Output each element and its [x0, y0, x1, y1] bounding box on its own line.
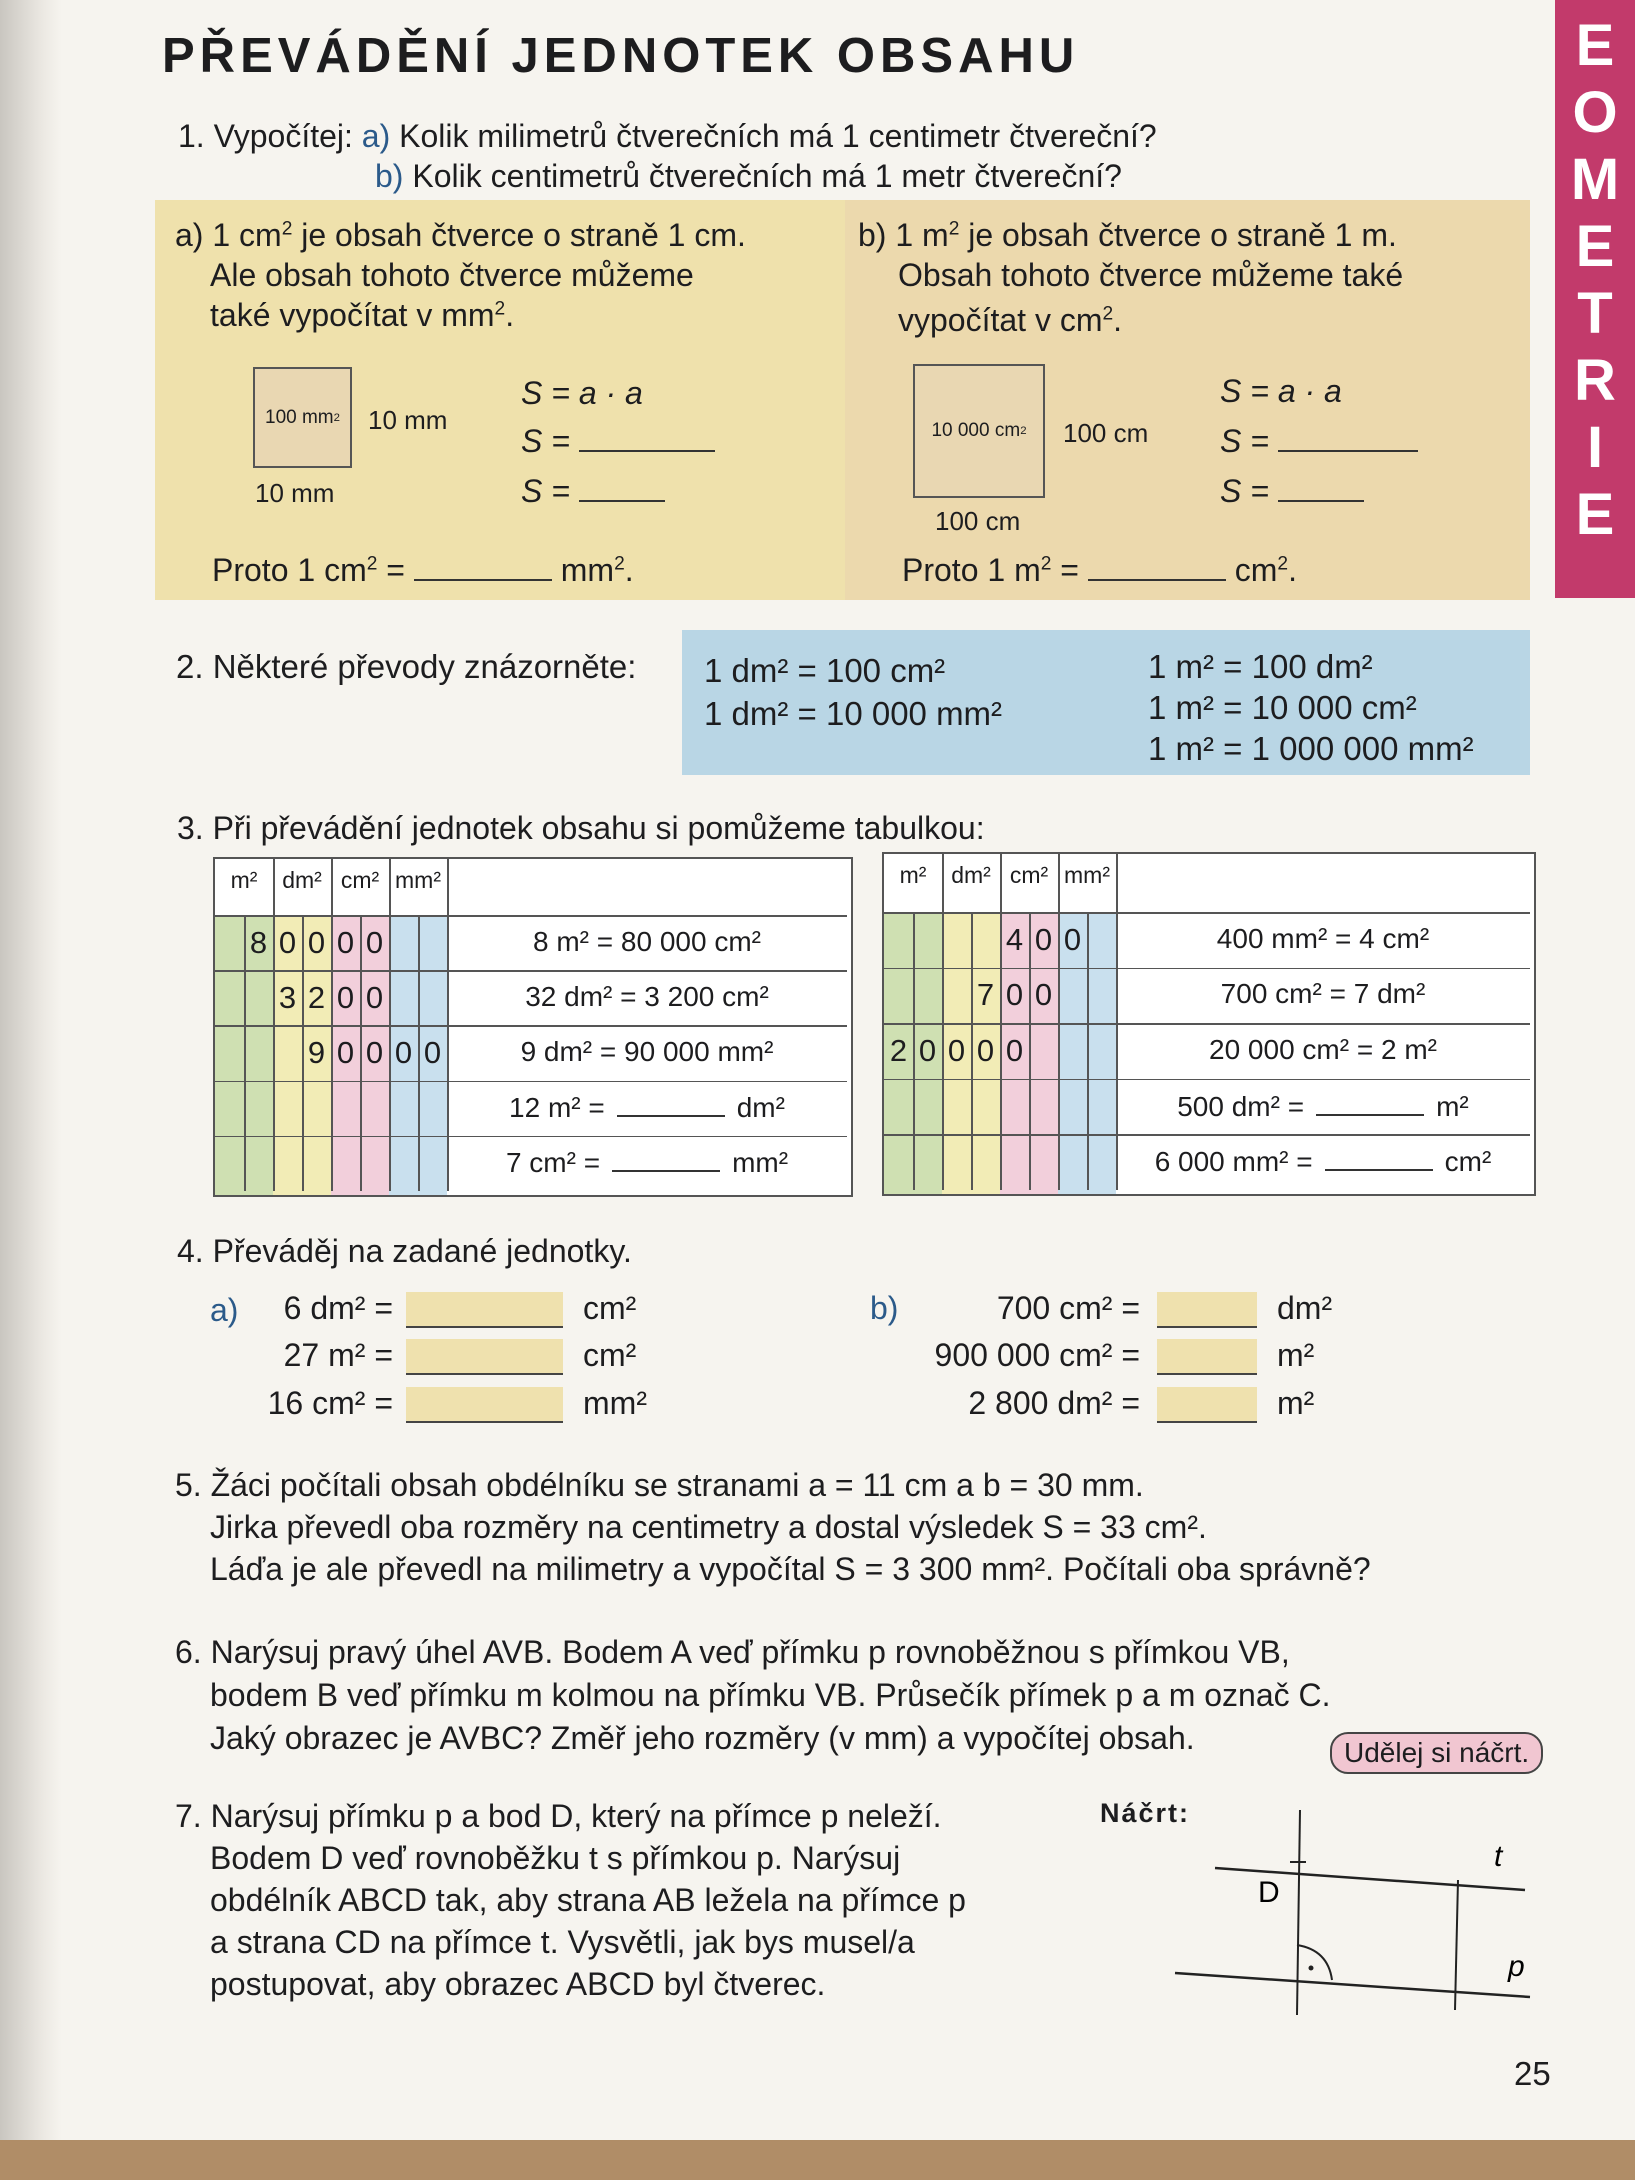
task7-l1: [175, 1798, 942, 1835]
table-header-unit: dm²: [282, 867, 322, 893]
table-digit: 0: [1005, 1033, 1024, 1068]
task5-l2: Jirka převedl oba rozměry na centimetry a dostal výsledek S = 33 cm².: [210, 1509, 1207, 1545]
table-row-text-left: 7 cm² =: [505, 1147, 601, 1179]
box-b-proto-a: Proto 1 m: [902, 552, 1041, 588]
box-b-line3-b: .: [1113, 302, 1123, 338]
table-row-text: 9 dm² = 90 000 mm²: [520, 1036, 774, 1067]
grid-vline: [1087, 912, 1089, 1190]
box-a-proto-unit: mm: [560, 552, 615, 588]
table-digit: 0: [1034, 977, 1053, 1013]
task6-number: 6.: [175, 1634, 202, 1670]
table-row-unit: mm²: [732, 1147, 789, 1179]
table-row-text: 400 mm² = 4 cm²: [1216, 922, 1430, 954]
sketch-label-p: p: [1508, 1950, 1525, 1983]
table-digit: 3: [278, 979, 297, 1015]
side-tab-letter: R: [1574, 348, 1616, 413]
box-b-line3-a: vypočítat v cm: [898, 302, 1103, 338]
sketch-hint-badge: Udělej si náčrt.: [1330, 1732, 1543, 1774]
unit-column-bg: [1087, 912, 1116, 1194]
page-number: 25: [1514, 2055, 1551, 2092]
table-header-unit: mm²: [395, 867, 441, 893]
task1-b-text: Kolik centimetrů čtverečních má 1 metr čtvereční?: [412, 158, 1122, 194]
box-b-formula3-text: S =: [1220, 473, 1269, 509]
task2-line: [176, 648, 636, 686]
box-b-line1: b) 1 $m^2$ je obsah čtverce o straně 1 m.: [858, 217, 1397, 253]
task1-number: 1.: [178, 118, 205, 154]
task2-text: Některé převody znázorněte:: [212, 648, 637, 685]
grid-hline: [215, 1025, 847, 1027]
task4-a-label: a): [210, 1292, 239, 1328]
box-a-line3-b: .: [505, 297, 515, 333]
table-row-unit: dm²: [736, 1092, 785, 1124]
unit-column-bg: [215, 915, 244, 1195]
table-row-unit: m²: [1436, 1090, 1469, 1122]
box-b-formula3: [1220, 473, 1364, 510]
square-a-side-right: 10 mm: [368, 405, 448, 435]
task7-number: 7.: [175, 1798, 202, 1834]
task4-answer-field[interactable]: [406, 1387, 563, 1423]
box-b-proto-unit: cm: [1234, 552, 1278, 588]
task4-answer-field[interactable]: [1157, 1292, 1257, 1328]
page-binding-shadow: [0, 0, 62, 2145]
grid-hline: [215, 1136, 847, 1138]
grid-hline: [884, 1134, 1530, 1136]
task2-c2r3: 1 m² = 1 000 000 mm²: [1148, 730, 1474, 767]
sketch-title: Náčrt:: [1100, 1798, 1191, 1828]
table-digit: 9: [307, 1035, 326, 1070]
task4-b-unit: dm²: [1277, 1290, 1333, 1326]
task4-answer-field[interactable]: [1157, 1387, 1257, 1423]
task7-l2: Bodem D veď rovnoběžku t s přímkou p. Narýsuj: [210, 1840, 901, 1876]
side-tab-letter: I: [1586, 415, 1604, 480]
table-digit: 0: [394, 1035, 413, 1070]
box-a-proto-end: .: [624, 552, 634, 588]
grid-hline: [215, 915, 847, 917]
task3-number: 3.: [177, 810, 204, 846]
task4-a-unit: cm²: [583, 1290, 637, 1326]
table-header-unit: dm²: [951, 862, 991, 888]
table-digit: 2: [889, 1033, 908, 1068]
grid-hline: [884, 1023, 1530, 1025]
side-BC: [1455, 1880, 1458, 2010]
task6-l1: [175, 1634, 1290, 1671]
grid-hline: [215, 970, 847, 972]
task4-number: 4.: [177, 1233, 204, 1269]
task4-b-unit: m²: [1277, 1337, 1315, 1373]
task4-a-unit: cm²: [583, 1337, 637, 1373]
task4-b-left: 2 800 dm² =: [968, 1385, 1140, 1421]
table-digit: 4: [1005, 921, 1024, 957]
table-row-text: [447, 1091, 847, 1124]
task5-l1: [175, 1467, 1144, 1504]
table-surface: [0, 2140, 1635, 2180]
side-tab-letter: O: [1572, 80, 1618, 145]
square-b-side-right: 100 cm: [1063, 418, 1149, 448]
right-angle-mark: [1297, 1945, 1332, 1980]
side-tab-letter: M: [1570, 147, 1620, 212]
answer-blank[interactable]: [617, 1091, 725, 1117]
table-digit: 0: [336, 924, 355, 960]
task4-b-left: 900 000 cm² =: [934, 1337, 1140, 1373]
task7-l1-text: Narýsuj přímku p a bod D, který na přímce p neleží.: [210, 1798, 942, 1834]
table-digit: 0: [423, 1035, 442, 1070]
table-digit: 0: [278, 924, 297, 960]
side-AD: [1297, 1810, 1300, 2015]
sketch-drawing: [1160, 1810, 1540, 2020]
task4-b-left: 700 cm² =: [996, 1290, 1140, 1326]
grid-vline: [1000, 854, 1002, 1190]
table-digit: 0: [1034, 921, 1053, 957]
task5-number: 5.: [175, 1467, 202, 1503]
box-b-line1-b: je obsah čtverce o straně 1 m.: [959, 217, 1397, 253]
right-angle-dot: [1309, 1966, 1314, 1971]
table-digit: 0: [365, 924, 384, 960]
box-a-line1: a) 1 $cm^2$ je obsah čtverce o straně 1 cm.: [175, 217, 746, 253]
box-a-proto-a: Proto 1 cm: [212, 552, 367, 588]
answer-blank[interactable]: [1325, 1145, 1433, 1171]
table-digit: 0: [1005, 977, 1024, 1013]
box-a-label: a): [175, 217, 204, 253]
side-tab-letter: E: [1575, 214, 1615, 279]
box-b-label: b): [858, 217, 887, 253]
task7-l5: postupovat, aby obrazec ABCD byl čtverec.: [210, 1966, 826, 2002]
square-a-side-bottom: 10 mm: [255, 478, 335, 508]
box-a-formula3: [521, 473, 665, 510]
task1-a-label: a): [361, 118, 391, 154]
table-header-unit: cm²: [340, 867, 380, 893]
table-digit: 0: [365, 979, 384, 1015]
table-digit: 0: [307, 924, 326, 960]
table-digit: 0: [1063, 921, 1082, 957]
box-b-line1-a: 1 m: [895, 217, 949, 253]
square-a-label: 100 mm: [265, 406, 334, 428]
box-a-formula2: [521, 423, 715, 460]
task4-a-left: 6 dm² =: [283, 1290, 393, 1326]
table-digit: 0: [947, 1033, 966, 1068]
table-row-unit: cm²: [1444, 1146, 1492, 1178]
table-row-text: 700 cm² = 7 dm²: [1220, 978, 1426, 1010]
table-digit: 0: [976, 1033, 995, 1068]
table-row-text-left: 500 dm² =: [1177, 1090, 1305, 1122]
box-a-line3-a: také vypočítat v mm: [210, 297, 495, 333]
task2-c1r2: 1 dm² = 10 000 mm²: [704, 695, 1003, 732]
grid-vline: [942, 854, 944, 1190]
table-digit: 0: [336, 979, 355, 1015]
sketch-label-D: D: [1258, 1876, 1280, 1909]
box-a-line1-a: 1 cm: [212, 217, 282, 253]
task4-text: Převáděj na zadané jednotky.: [212, 1233, 632, 1269]
box-b-proto-end: .: [1288, 552, 1297, 588]
table-header-unit: cm²: [1009, 862, 1049, 888]
task4-b-unit: m²: [1277, 1385, 1315, 1421]
box-b-formula2-text: S =: [1220, 423, 1269, 459]
task1-line-b: [375, 158, 1122, 195]
side-tab-letter: T: [1577, 281, 1613, 346]
task4-b-label: b): [870, 1290, 899, 1326]
task5-l1-text: Žáci počítali obsah obdélníku se stranami a = 11 cm a b = 30 mm.: [210, 1467, 1144, 1503]
table-row-text: 8 m² = 80 000 cm²: [533, 925, 761, 957]
task2-c2r1: 1 m² = 100 dm²: [1148, 648, 1373, 685]
box-a-proto: Proto 1 $cm^2 = mm^2$.: [212, 552, 634, 588]
task1-a-text: Kolik milimetrů čtverečních má 1 centimetr čtvereční?: [399, 118, 1157, 154]
task4-answer-field[interactable]: [406, 1292, 563, 1328]
side-tab-letter: E: [1575, 482, 1615, 547]
table-header-unit: m²: [899, 862, 927, 888]
side-tab-letter: E: [1575, 13, 1615, 78]
grid-hline: [215, 1081, 847, 1083]
task4-answer-field[interactable]: [406, 1339, 563, 1375]
page-title: PŘEVÁDĚNÍ JEDNOTEK OBSAHU: [162, 29, 1080, 83]
task3-line: [177, 810, 985, 847]
task2-c2r2: 1 m² = 10 000 cm²: [1148, 689, 1417, 726]
task1-lead: Vypočítej:: [213, 118, 353, 154]
box-a-formula2-text: S =: [521, 423, 570, 459]
table-digit: 0: [918, 1033, 937, 1068]
box-a-line1-b: je obsah čtverce o straně 1 cm.: [292, 217, 746, 253]
table-row-text: [447, 1146, 847, 1179]
task4-a-left: 16 cm² =: [267, 1385, 393, 1421]
square-b-label: 10 000 cm: [931, 420, 1021, 441]
task6-l3: Jaký obrazec je AVBC? Změř jeho rozměry (v mm) a vypočítej obsah.: [210, 1720, 1195, 1756]
square-b-side-bottom: 100 cm: [935, 506, 1021, 536]
table-row-text: 32 dm² = 3 200 cm²: [525, 980, 769, 1012]
sketch-label-t: t: [1494, 1840, 1503, 1873]
box-a-line3: také vypočítat v $mm^2$.: [210, 297, 515, 333]
box-b-line3: vypočítat v $cm^2$.: [898, 302, 1123, 338]
table-row-text-left: 6 000 mm² =: [1154, 1146, 1313, 1178]
square-a: 100 mm 2: [253, 367, 352, 468]
answer-blank[interactable]: [612, 1146, 720, 1172]
conversion-table-right: [882, 852, 1536, 1196]
table-row-text: 20 000 cm² = 2 m²: [1209, 1034, 1437, 1065]
task3-text: Při převádění jednotek obsahu si pomůžeme tabulkou:: [212, 810, 985, 846]
grid-vline: [1116, 854, 1118, 1190]
box-a-proto-b: =: [377, 552, 405, 588]
grid-hline: [884, 1079, 1530, 1081]
grid-vline: [1058, 854, 1060, 1190]
task4-a-left: 27 m² =: [283, 1337, 393, 1373]
box-a-formula1-text: S = a · a: [521, 375, 643, 411]
line-p: [1175, 1973, 1530, 1997]
task4-answer-field[interactable]: [1157, 1339, 1257, 1375]
box-a-formula3-text: S =: [521, 473, 570, 509]
task6-l1-text: Narýsuj pravý úhel AVB. Bodem A veď přímku p rovnoběžnou s přímkou VB,: [210, 1634, 1290, 1670]
box-a-formula1: [521, 375, 643, 412]
box-b-formula1-text: S = a · a: [1220, 373, 1342, 409]
table-digit: 2: [307, 979, 326, 1015]
task4-a-unit: mm²: [583, 1385, 647, 1421]
table-header-unit: mm²: [1064, 862, 1110, 888]
box-b-line2: Obsah tohoto čtverce můžeme také: [898, 257, 1404, 293]
answer-blank[interactable]: [1316, 1090, 1424, 1116]
task1-line-a: [178, 118, 1157, 155]
conversion-table-left: [213, 857, 853, 1197]
task6-l2: bodem B veď přímku m kolmou na přímku VB. Průsečík přímek p a m označ C.: [210, 1677, 1331, 1713]
task1-b-label: b): [375, 158, 404, 194]
task4-line: [177, 1233, 632, 1270]
box-b-formula1: [1220, 373, 1342, 410]
box-b-proto-b: =: [1051, 552, 1079, 588]
task5-l3: Láďa je ale převedl na milimetry a vypočítal S = 3 300 mm². Počítali oba správně?: [210, 1551, 1371, 1587]
box-a-line2: Ale obsah tohoto čtverce můžeme: [210, 257, 694, 293]
table-digit: 0: [365, 1035, 384, 1070]
task2-c1r1: 1 dm² = 100 cm²: [704, 652, 946, 689]
table-digit: 0: [336, 1035, 355, 1070]
box-b-proto: Proto 1 $m^2 = cm^2$.: [902, 552, 1297, 588]
task2-number: 2.: [176, 648, 204, 685]
grid-hline: [884, 968, 1530, 970]
table-row-text: [1116, 1145, 1530, 1178]
table-digit: 8: [249, 924, 268, 960]
table-row-text: [1116, 1090, 1530, 1123]
square-b: 10 000 cm 2: [913, 364, 1045, 498]
box-b-formula2: [1220, 423, 1418, 460]
grid-hline: [884, 912, 1530, 914]
side-tab-geometrie: [1555, 0, 1635, 598]
task7-l3: obdélník ABCD tak, aby strana AB ležela na přímce p: [210, 1882, 966, 1918]
table-header-unit: m²: [230, 867, 258, 893]
table-digit: 7: [976, 977, 995, 1013]
task7-l4: a strana CD na přímce t. Vysvětli, jak bys musel/a: [210, 1924, 915, 1960]
table-row-text-left: 12 m² =: [509, 1092, 605, 1124]
